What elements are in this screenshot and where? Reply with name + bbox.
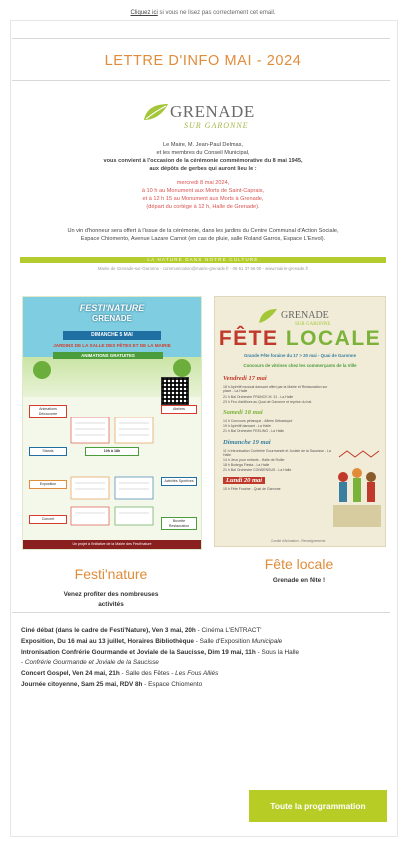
event-item (21, 680, 389, 691)
event-item (21, 637, 389, 648)
event-place: Espace Chiomento (148, 680, 203, 688)
poster-box: Exposition (29, 480, 67, 489)
event-place-italic: Confrérie Gourmande et Joviale de la Saucisse (24, 659, 159, 667)
poster-anim: ANIMATIONS GRATUITES (53, 352, 163, 359)
poster-box: Buvette Restauration (161, 517, 197, 530)
tree-icon (173, 359, 191, 377)
fete-bottom-text: Comité d'Animation - Renseignements (271, 539, 326, 543)
fete-event: 14 h Jeux pour enfants - Halle de Roller (223, 458, 285, 462)
fete-event: 21 h Bal Orchestre FEELING - La Halle (223, 429, 285, 433)
logo-subtitle: SUR GARONNE (184, 121, 249, 130)
divider-events (12, 612, 390, 613)
event-title: Ciné débat (dans le cadre de Festi'Nature), Ven 3 mai, 20h (21, 627, 196, 634)
event-item (21, 626, 389, 637)
grenade-mini-logo (255, 305, 355, 327)
fete-line: Grande Fête foraine du 17 > 20 mai - Quai de Garonne (243, 353, 357, 358)
fete-day: Vendredi 17 mai (223, 375, 267, 382)
event-place-italic: Les Fous Alliés (175, 670, 219, 678)
poster-subtitle: GRENADE (91, 314, 132, 323)
fete-day: Dimanche 19 mai (223, 439, 271, 446)
view-online-note (0, 10, 406, 16)
contact-line: Mairie de Grenade-sur-Garonne - communication@mairie-grenade.fr - 05 61 37 66 00 - www.mairie-grenade.fr (97, 266, 309, 271)
divider-top (12, 38, 390, 39)
festinature-poster[interactable] (22, 296, 202, 550)
fete-title-a: FÊTE (218, 327, 279, 350)
musicians-illustration (333, 447, 381, 527)
qr-code-icon (161, 377, 189, 405)
logo-brand: GRENADE (170, 102, 255, 121)
event-title: Concert Gospel, Ven 24 mai, 21h (21, 670, 120, 678)
poster-program-grid (69, 417, 155, 527)
invitation-line: et les membres du Conseil Municipal, (156, 150, 250, 156)
fete-day: Lundi 20 mai (223, 477, 265, 484)
invitation-line: aux dépôts de gerbes qui auront lieu le : (149, 166, 257, 172)
grenade-logo (140, 96, 265, 138)
event-title: Journée citoyenne, Sam 25 mai, RDV 8h (21, 680, 143, 688)
event-item (21, 648, 389, 659)
invitation-line: vous convient à l'occasion de la cérémonie commémorative du 8 mai 1945, (103, 158, 303, 164)
leaf-icon (142, 102, 170, 124)
poster-footer: Un projet à l'initiative de la Mairie des Festi'nature (23, 540, 201, 549)
festinature-caption-sub: Venez profiter des nombreuses (63, 591, 159, 598)
event-separator: - (142, 680, 149, 688)
fete-event: 18 h Bodega Fiesta - La Halle (223, 463, 270, 467)
poster-box: Concert (29, 515, 67, 524)
poster-title: FESTI'NATURE (79, 303, 145, 313)
fete-event: 19 h Apéritif dansant - La Halle (223, 424, 271, 428)
fete-event: 14 h Concours pétanque - Allées Sébastopol (223, 419, 293, 423)
poster-location: JARDINS DE LA SALLE DES FÊTES ET DE LA MAIRIE (53, 343, 171, 348)
event-separator: - (195, 627, 202, 634)
festinature-caption-title[interactable]: Festi'nature (74, 566, 148, 582)
invitation-place: à 10 h au Monument aux Morts de Saint-Caprais, (141, 188, 265, 194)
fete-event: 11 h Intronisation Confrérie Gourmande et Joviale de la Saucisse - La Halle (223, 449, 331, 458)
svg-text:GRENADE: GRENADE (281, 310, 329, 321)
event-place: Salle des Fêtes - (125, 670, 176, 678)
festinature-caption-sub: activités (98, 601, 124, 608)
poster-date-ribbon: DIMANCHE 5 MAI (63, 331, 161, 340)
poster-box: Animations Découverte (29, 405, 67, 418)
event-item (21, 658, 389, 669)
events-list (21, 626, 389, 691)
invitation-date: mercredi 8 mai 2024, (176, 180, 230, 186)
full-program-button[interactable]: Toute la programmation (249, 790, 387, 822)
fete-line: Concours de vitrines chez les commerçants de la Ville (243, 363, 357, 368)
view-online-link[interactable]: Cliquez ici (130, 10, 158, 16)
event-separator: - (119, 670, 126, 678)
invitation-wine: Espace Chiomento, Avenue Lazare Carnot (en cas de pluie, salle Roland Garros, Espace L'Envol). (80, 236, 326, 242)
event-separator: - (255, 648, 262, 656)
event-separator: - (21, 659, 25, 667)
view-online-text: si vous ne lisez pas correctement cet email. (157, 10, 276, 16)
event-item (21, 669, 389, 680)
invitation-place: (départ du cortège à 12 h, Halle de Grenade). (146, 204, 260, 210)
poster-box: Ateliers (161, 405, 197, 414)
poster-box: Stands (29, 447, 67, 456)
event-place-italic: Municipale (251, 637, 283, 645)
fete-caption-title[interactable]: Fête locale (264, 556, 334, 572)
poster-box: Activités Sportives (161, 477, 197, 486)
newsletter-title: LETTRE D'INFO MAI - 2024 (104, 53, 302, 69)
fete-day: Samedi 18 mai (223, 409, 263, 416)
event-title: Intronisation Confrérie Gourmande et Joviale de la Saucisse, Dim 19 mai, 11h (21, 648, 256, 656)
event-separator: - (193, 637, 200, 645)
tagline-bar: LA NATURE DANS NOTRE CULTURE (20, 257, 386, 263)
svg-text:SUR GARONNE: SUR GARONNE (295, 322, 331, 327)
event-title: Exposition, Du 16 mai au 13 juillet, Horaires Bibliothèque (21, 637, 194, 645)
fete-event: 21 h Bal Orchestre FRANCK M. 31 - La Halle (223, 395, 294, 399)
poster-box: 10h à 18h (85, 447, 139, 456)
fete-title (215, 327, 385, 351)
tree-icon (33, 361, 51, 379)
fete-event: 18 h Apéritif musical dansant offert par la Mairie et Restauration sur place - La Halle (223, 385, 328, 394)
fete-event: 15 h Fête Foraine - Quai de Garonne (223, 487, 281, 491)
invitation-line: Le Maire, M. Jean-Paul Delmas, (163, 142, 243, 148)
fete-caption-sub: Grenade en fête ! (272, 577, 326, 584)
fete-locale-poster[interactable] (214, 296, 386, 547)
event-place: Cinéma L'ENTRACT' (201, 627, 262, 634)
fete-event: 23 h Feu d'artifices au Quai de Garonne et reprise du bal (223, 400, 312, 404)
divider-title (12, 80, 390, 81)
invitation-wine: Un vin d'honneur sera offert à l'issue de la cérémonie, dans les jardins du Centre Communal d'Action Sociale, (67, 228, 339, 234)
event-place: Sous la Halle (261, 648, 300, 656)
event-place: Salle d'Exposition (199, 637, 252, 645)
fete-title-b: LOCALE (278, 327, 382, 350)
invitation-place: et à 12 h 15 au Monument aux Morts à Grenade, (142, 196, 264, 202)
fete-event: 21 h Bal Orchestre CONSENSUS - La Halle (223, 468, 292, 472)
